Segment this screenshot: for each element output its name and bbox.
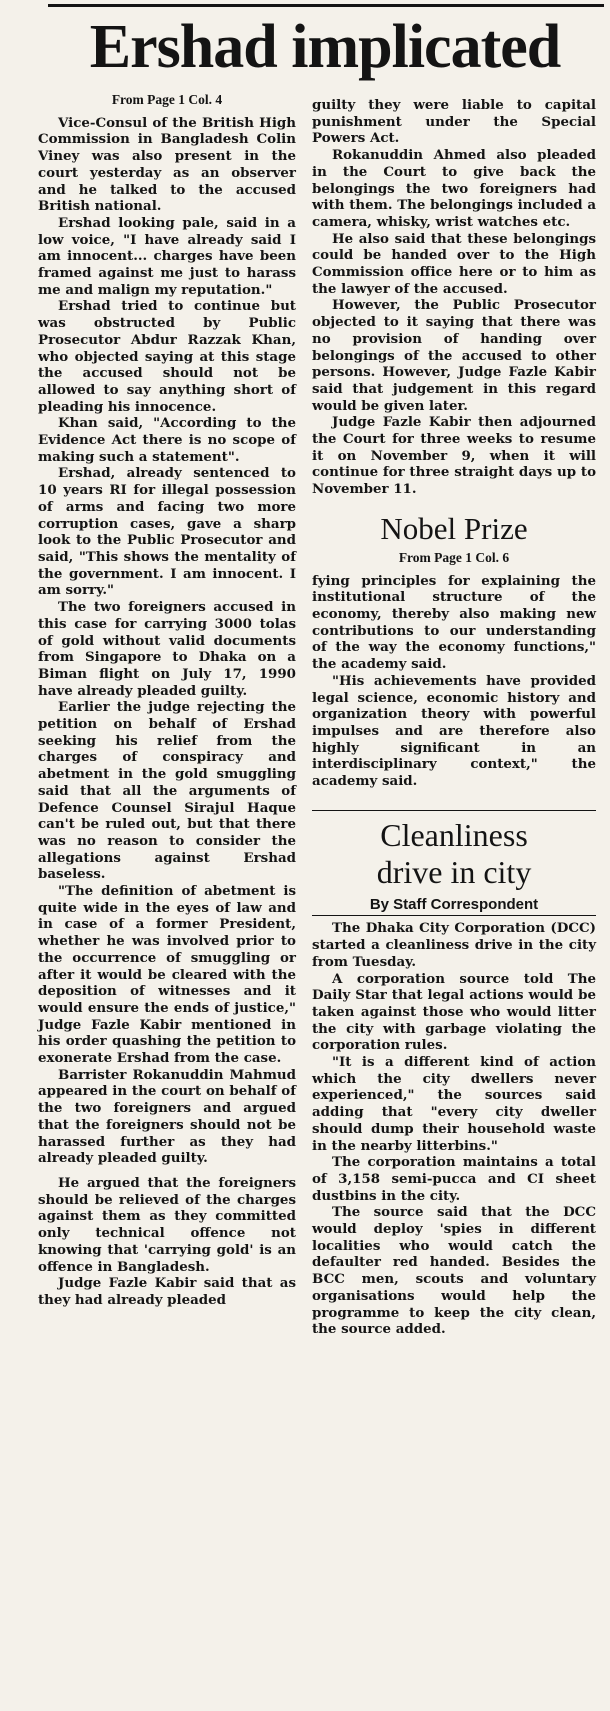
main-story-paragraph: He argued that the foreigners should be relieved of the charges against them as they committed only technical offence not knowing that 'carrying gold' is an offence in Bangladesh. — [38, 1175, 296, 1275]
main-story-paragraph: Ershad tried to continue but was obstructed by Public Prosecutor Abdur Razzak Khan, who objected saying at this stage the accused should not be allowed to say anything short of pleading his innocence. — [38, 298, 296, 415]
main-story-paragraph: The two foreigners accused in this case for carrying 3000 tolas of gold without valid documents from Singapore to Dhaka on a Biman flight on July 17, 1990 have already pleaded guilty. — [38, 599, 296, 699]
main-story-paragraph: "The definition of abetment is quite wide in the eyes of law and in case of a former President, whether he was involved prior to the occurrence of smuggling or after it would be cleared with the deposition of witnesses and it would ensure the ends of justice," Judge Fazle Kabir mentioned in his order quashing the petition to exonerate Ershad from the case. — [38, 883, 296, 1067]
cleanliness-byline: By Staff Correspondent — [312, 897, 596, 917]
cleanliness-headline-line2: drive in city — [376, 853, 532, 890]
nobel-paragraph: "His achievements have provided legal science, economic history and organization theory with powerful impulses and are therefore also highly significant in an interdisciplinary context," the academy said. — [312, 672, 596, 790]
main-story-paragraph: Barrister Rokanuddin Mahmud appeared in the court on behalf of the two foreigners and argued that the foreigners should not be harassed further as they had already pleaded guilty. — [38, 1066, 296, 1167]
cleanliness-paragraph: The source said that the DCC would deploy 'spies in different localities who would catch the defaulter red handed. Besides the BCC men, scouts and voluntary organisations would help the programme to keep the city clean, the source added. — [312, 1204, 596, 1338]
right-column — [312, 97, 596, 1338]
nobel-headline: Nobel Prize — [380, 510, 528, 546]
cleanliness-headline — [312, 817, 596, 891]
main-story-paragraph: Vice-Consul of the British High Commission in Bangladesh Colin Viney was also present in the court yesterday as an observer and he talked to the accused British national. — [38, 114, 296, 215]
main-story-paragraph: Ershad, already sentenced to 10 years RI for illegal possession of arms and facing two more corruption cases, gave a sharp look to the Public Prosecutor and said, "This shows the mentality of the government. I am innocent. I am sorry." — [38, 465, 296, 599]
main-story-dateline: From Page 1 Col. 4 — [111, 92, 223, 107]
main-story-continued-paragraph: guilty they were liable to capital punishment under the Special Powers Act. — [312, 97, 596, 147]
left-column — [38, 92, 296, 1309]
main-story-paragraph: Khan said, "According to the Evidence Act there is no scope of making such a statement". — [38, 415, 296, 465]
cleanliness-paragraph: "It is a different kind of action which the city dwellers never experienced," the sources said adding that "every city dweller should dump their household waste in the nearby litterbins." — [312, 1054, 596, 1154]
main-story-continued-paragraph: However, the Public Prosecutor objected to it saying that there was no provision of handing over belongings of the accused to other persons. However, Judge Fazle Kabir said that judgement in this regard would be given later. — [312, 297, 596, 414]
main-story-continued-paragraph: He also said that these belongings could be handed over to the High Commission office here or to him as the lawyer of the accused. — [312, 230, 596, 297]
cleanliness-paragraph: The corporation maintains a total of 3,158 semi-pucca and CI sheet dustbins in the city. — [312, 1154, 596, 1204]
main-story-continued-paragraph: Rokanuddin Ahmed also pleaded in the Court to give back the belongings the two foreigners had with them. The belongings included a camera, whisky, wrist watches etc. — [312, 147, 596, 230]
masthead-rule — [48, 4, 604, 7]
cleanliness-headline-line1: Cleanliness — [380, 816, 528, 853]
main-story-continued-paragraph: Judge Fazle Kabir then adjourned the Court for three weeks to resume it on November 9, when it will continue for three straight days up to November 11. — [312, 414, 596, 498]
cleanliness-paragraph: A corporation source told The Daily Star that legal actions would be taken against those who would litter the city with garbage violating the corporation rules. — [312, 970, 596, 1054]
masthead-headline: Ershad implicated — [89, 13, 561, 81]
main-story-paragraph: Judge Fazle Kabir said that as they had already pleaded — [38, 1275, 296, 1308]
nobel-paragraph: fying principles for explaining the institutional structure of the economy, thereby also making new contributions to our understanding of the way the economy functions," the academy said. — [312, 572, 596, 673]
nobel-dateline: From Page 1 Col. 6 — [398, 549, 510, 565]
main-story-paragraph: Earlier the judge rejecting the petition on behalf of Ershad seeking his relief from the charges of conspiracy and abetment in the gold smuggling said that all the arguments of Defence Counsel Sirajul Haque can't be ruled out, but that there was no reason to consider the allegations against Ershad baseless. — [38, 699, 296, 883]
cleanliness-paragraph: The Dhaka City Corporation (DCC) started a cleanliness drive in the city from Tuesday. — [312, 920, 596, 970]
section-divider — [312, 810, 596, 811]
main-story-paragraph: Ershad looking pale, said in a low voice, "I have already said I am innocent... charges have been framed against me just to harass me and malign my reputation." — [38, 214, 296, 298]
